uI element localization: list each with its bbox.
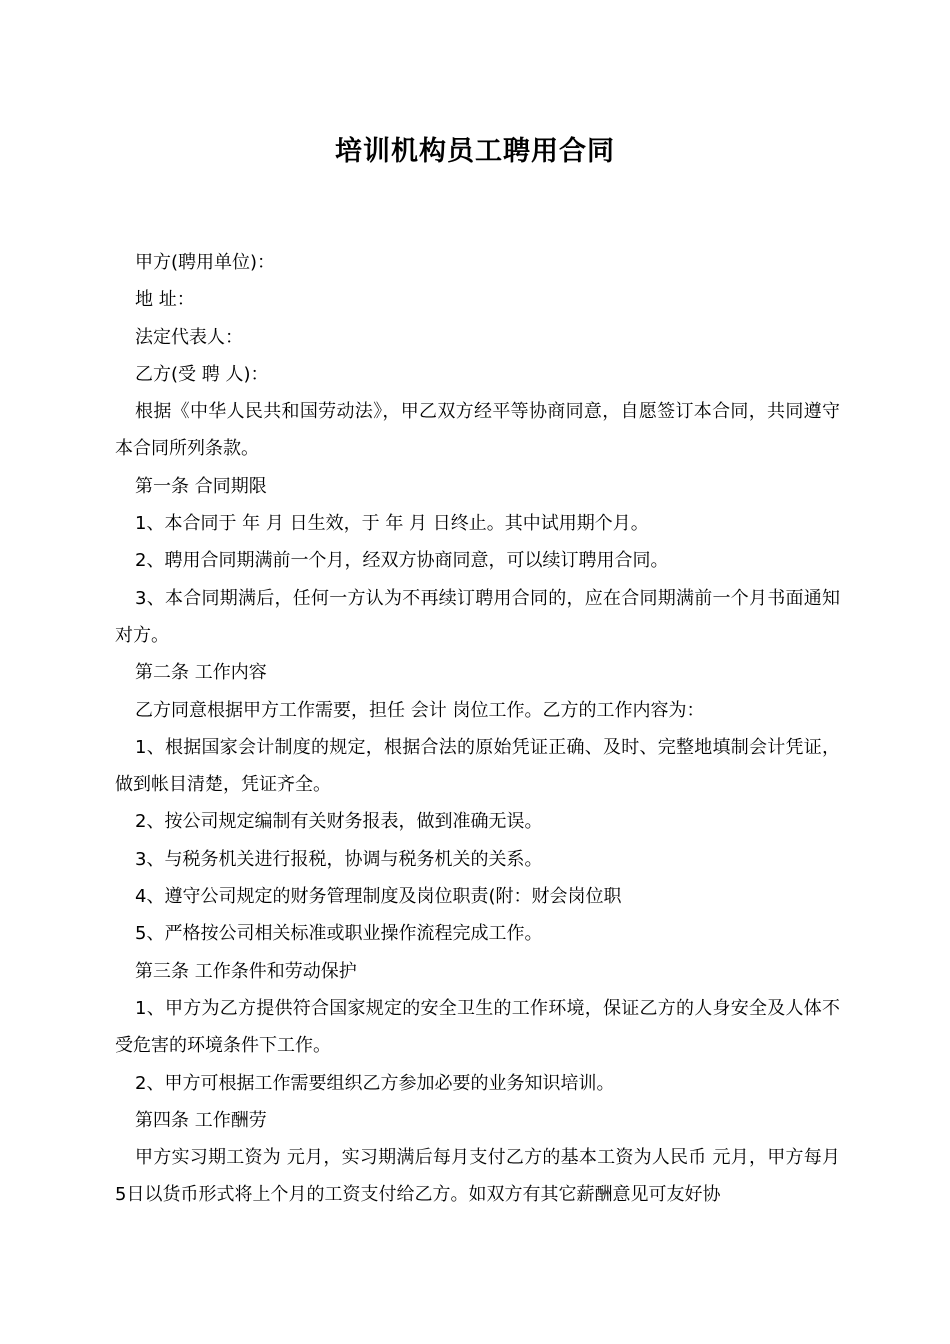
article-heading: 第三条 工作条件和劳动保护 bbox=[135, 960, 357, 982]
clause-paragraph: 1、本合同于 年 月 日生效，于 年 月 日终止。其中试用期个月。 bbox=[135, 513, 649, 535]
document-title: 培训机构员工聘用合同 bbox=[335, 136, 615, 167]
party-b-line: 乙方(受 聘 人)： bbox=[135, 363, 269, 385]
clause-paragraph: 3、与税务机关进行报税，协调与税务机关的关系。 bbox=[135, 848, 543, 870]
address-line: 地 址： bbox=[135, 289, 195, 311]
preamble-paragraph: 根据《中华人民共和国劳动法》，甲乙双方经平等协商同意，自愿签订本合同，共同遵守本合同所列条款。 bbox=[115, 401, 840, 460]
clause-paragraph: 2、甲方可根据工作需要组织乙方参加必要的业务知识培训。 bbox=[135, 1072, 615, 1094]
article-heading: 第四条 工作酬劳 bbox=[135, 1109, 267, 1131]
clause-paragraph: 2、聘用合同期满前一个月，经双方协商同意，可以续订聘用合同。 bbox=[135, 550, 669, 572]
clause-paragraph: 甲方实习期工资为 元月，实习期满后每月支付乙方的基本工资为人民币 元月，甲方每月 5日以货币形式将上个月的工资支付给乙方。如双方有其它薪酬意见可友好协 bbox=[115, 1147, 840, 1206]
clause-paragraph: 2、按公司规定编制有关财务报表，做到准确无误。 bbox=[135, 811, 543, 833]
clause-paragraph: 1、甲方为乙方提供符合国家规定的安全卫生的工作环境，保证乙方的人身安全及人体不受危害的环境条件下工作。 bbox=[115, 997, 840, 1057]
clause-paragraph: 3、本合同期满后，任何一方认为不再续订聘用合同的，应在合同期满前一个月书面通知对方。 bbox=[115, 587, 840, 646]
clause-paragraph: 4、遵守公司规定的财务管理制度及岗位职责(附：财会岗位职 bbox=[135, 886, 622, 908]
document-body bbox=[115, 244, 840, 1214]
clause-paragraph: 乙方同意根据甲方工作需要，担任 会计 岗位工作。乙方的工作内容为： bbox=[135, 699, 705, 721]
article-heading: 第二条 工作内容 bbox=[135, 662, 267, 684]
legal-representative-line: 法定代表人： bbox=[135, 326, 243, 348]
clause-paragraph: 5、严格按公司相关标准或职业操作流程完成工作。 bbox=[135, 923, 543, 945]
party-a-line: 甲方(聘用单位)： bbox=[135, 252, 276, 273]
clause-paragraph: 1、根据国家会计制度的规定，根据合法的原始凭证正确、及时、完整地填制会计凭证，做到帐目清楚，凭证齐全。 bbox=[115, 736, 840, 796]
article-heading: 第一条 合同期限 bbox=[135, 475, 267, 497]
